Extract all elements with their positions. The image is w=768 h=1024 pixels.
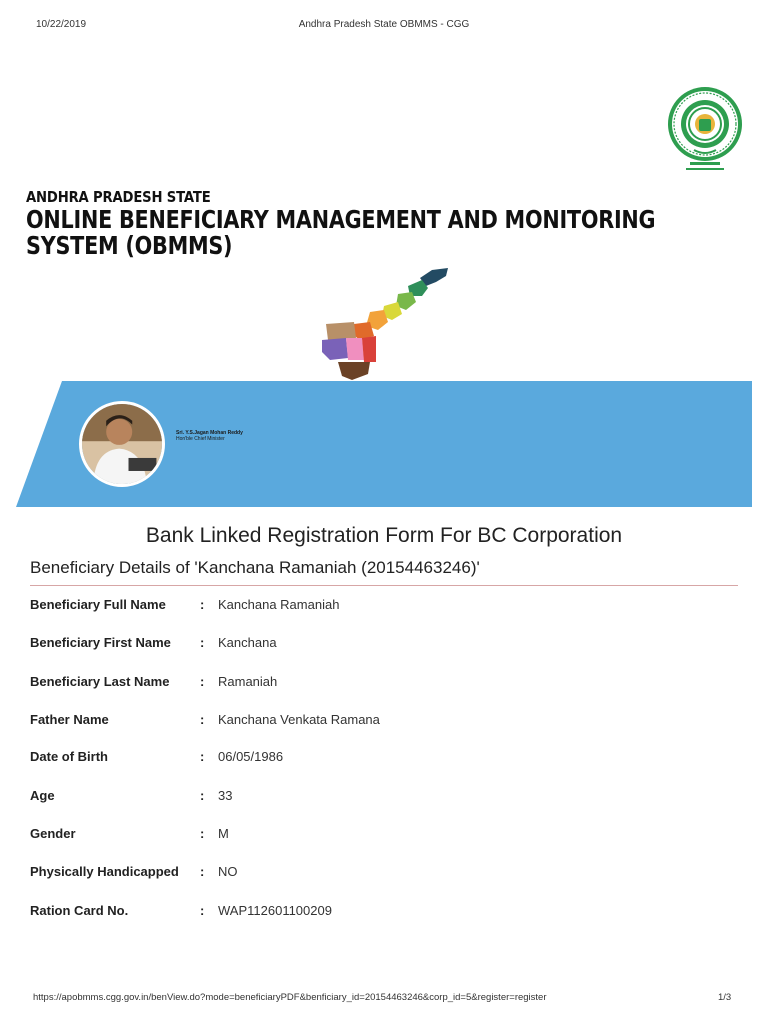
field-row <box>0 712 768 732</box>
beneficiary-section-title: Beneficiary Details of 'Kanchana Ramaniah (20154463246)' <box>30 558 480 577</box>
field-label: Physically Handicapped <box>30 864 179 879</box>
field-label: Father Name <box>30 712 109 727</box>
field-label: Gender <box>30 826 76 841</box>
field-row <box>0 864 768 884</box>
field-separator: : <box>200 826 205 841</box>
field-value: M <box>218 826 229 841</box>
field-value: Kanchana Ramaniah <box>218 597 340 612</box>
field-separator: : <box>200 903 205 918</box>
chief-minister-name: Sri. Y.S.Jagan Mohan Reddy <box>176 430 243 436</box>
print-date: 10/22/2019 <box>36 19 87 30</box>
field-row <box>0 826 768 846</box>
field-row <box>0 635 768 655</box>
government-seal-icon <box>666 84 744 174</box>
field-separator: : <box>200 749 205 764</box>
field-separator: : <box>200 788 205 803</box>
field-row <box>0 597 768 617</box>
field-label: Beneficiary Last Name <box>30 674 170 689</box>
field-value: NO <box>218 864 238 879</box>
field-separator: : <box>200 635 205 650</box>
state-map-icon <box>318 266 452 384</box>
field-label: Ration Card No. <box>30 903 129 918</box>
field-label: Age <box>30 788 55 803</box>
field-row <box>0 788 768 808</box>
print-page-title: Andhra Pradesh State OBMMS - CGG <box>298 19 470 30</box>
system-title: ONLINE BENEFICIARY MANAGEMENT AND MONITORING SYSTEM (OBMMS) <box>26 205 656 260</box>
field-value: 06/05/1986 <box>218 749 284 764</box>
section-divider <box>30 585 738 586</box>
page-number: 1/3 <box>718 992 732 1003</box>
field-label: Beneficiary Full Name <box>30 597 166 612</box>
field-value: Ramaniah <box>218 674 278 689</box>
field-separator: : <box>200 712 205 727</box>
field-value: 33 <box>218 788 233 803</box>
field-separator: : <box>200 674 205 689</box>
form-title: Bank Linked Registration Form For BC Corporation <box>145 524 623 547</box>
field-row <box>0 903 768 923</box>
field-value: Kanchana Venkata Ramana <box>218 712 380 727</box>
field-row <box>0 674 768 694</box>
field-separator: : <box>200 864 205 879</box>
field-value: WAP112601100209 <box>218 903 332 918</box>
state-heading: ANDHRA PRADESH STATE <box>26 188 211 206</box>
print-url: https://apobmms.cgg.gov.in/benView.do?mode=beneficiaryPDF&benficiary_id=20154463246&corp_id=5&register=register <box>33 992 547 1003</box>
field-value: Kanchana <box>218 635 277 650</box>
field-row <box>0 749 768 769</box>
chief-minister-photo <box>79 401 165 487</box>
chief-minister-role: Hon'ble Chief Minister <box>176 436 225 442</box>
field-separator: : <box>200 597 205 612</box>
field-label: Beneficiary First Name <box>30 635 171 650</box>
field-label: Date of Birth <box>30 749 108 764</box>
